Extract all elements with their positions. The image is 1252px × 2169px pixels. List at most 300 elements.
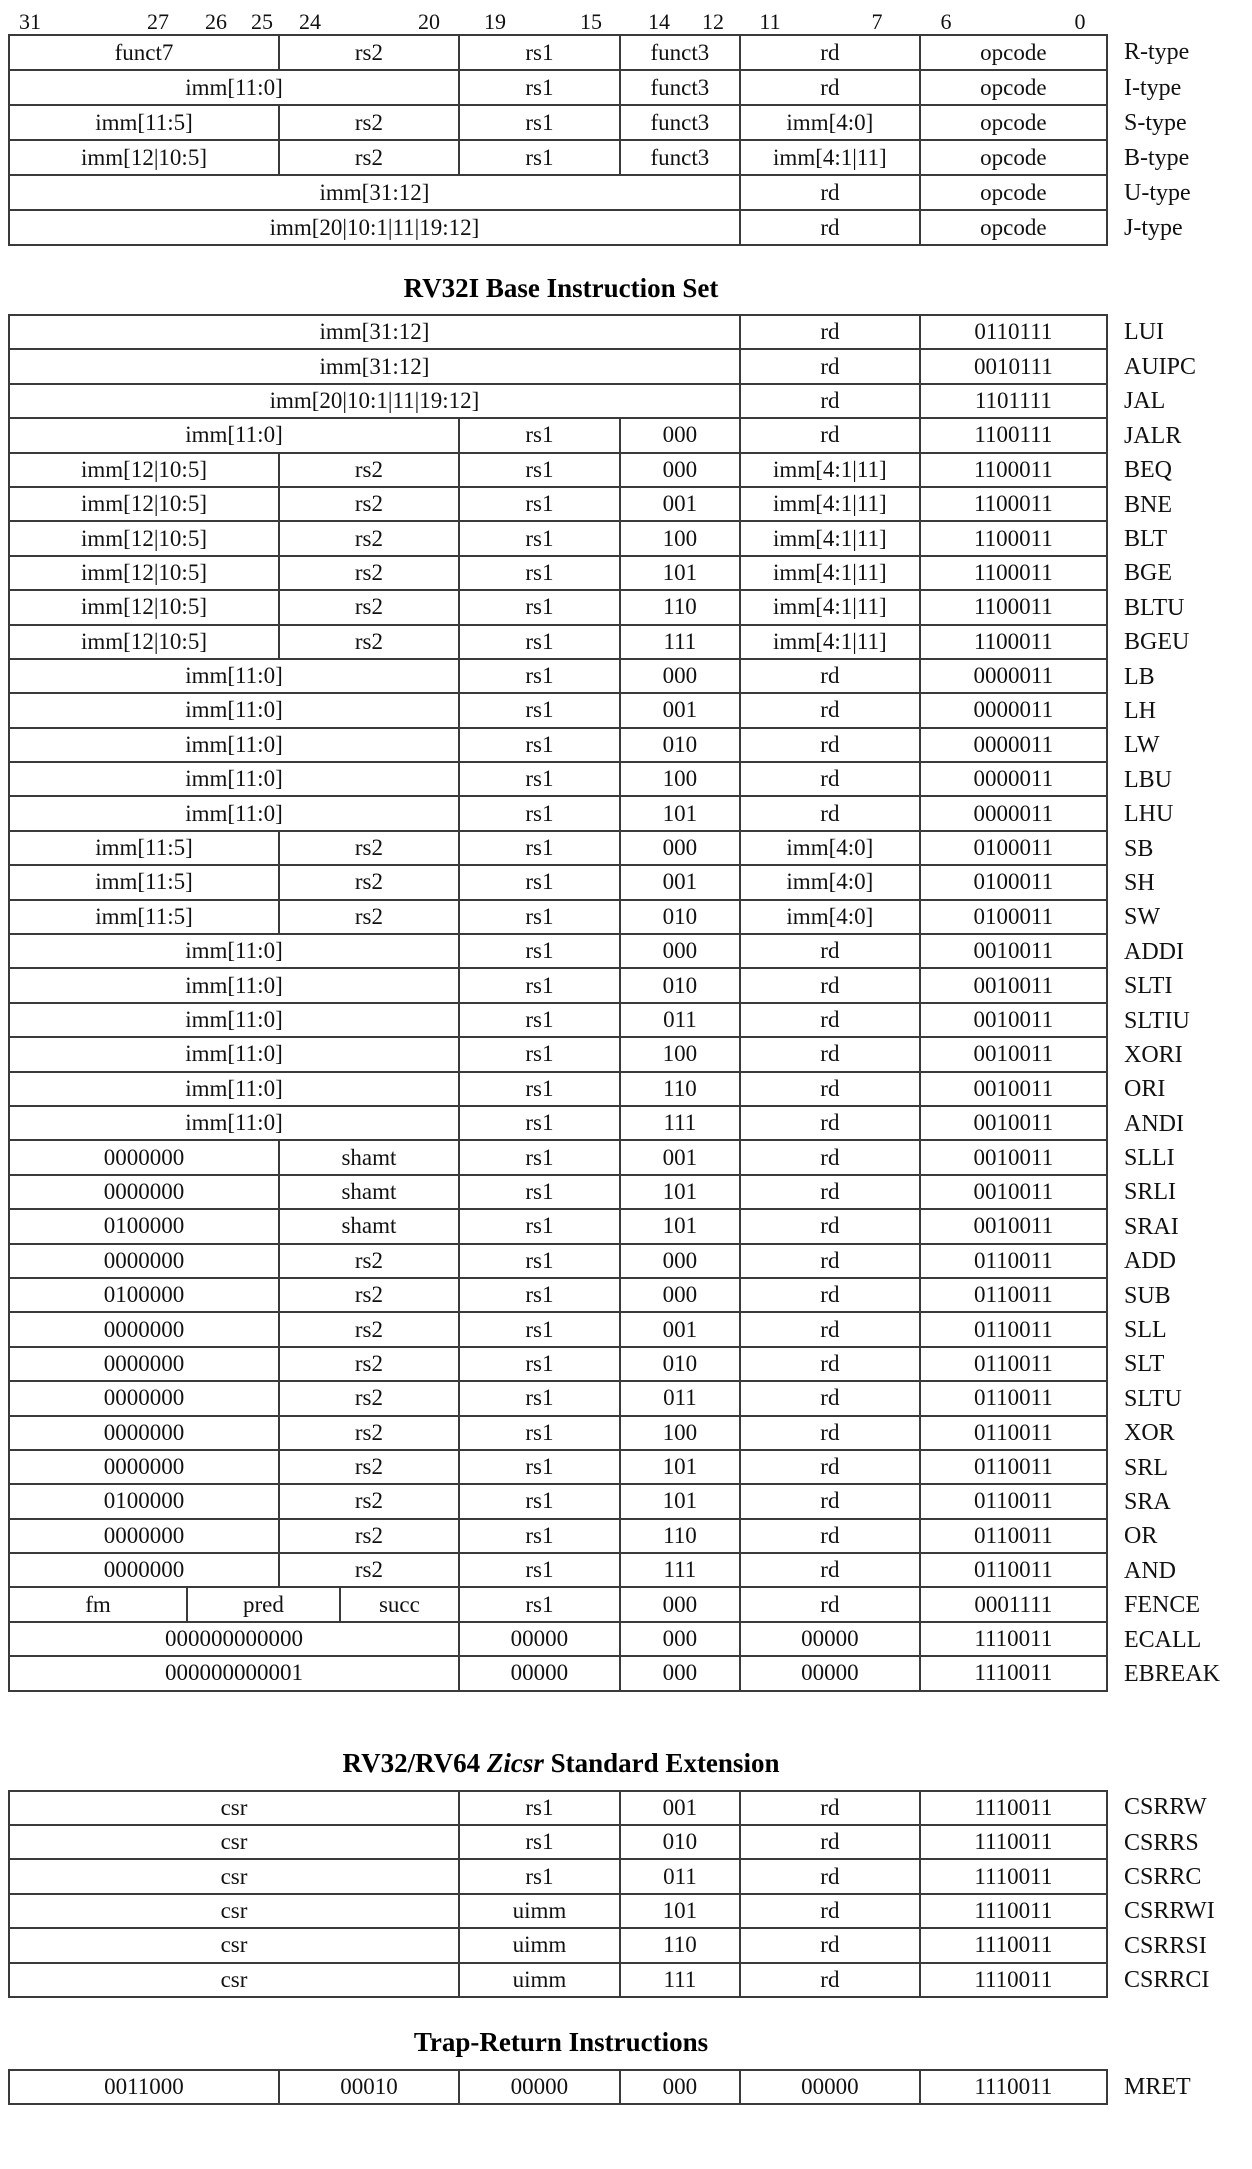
field-cell-f3: 000	[621, 1623, 741, 1655]
mnemonic-label: SLTIU	[1124, 1007, 1190, 1034]
mnemonic-label: XOR	[1124, 1420, 1175, 1447]
table-row	[8, 1964, 1252, 1998]
instruction-word	[8, 1210, 1108, 1244]
table-row	[8, 522, 1252, 556]
field-cell-op: 0010011	[921, 1038, 1108, 1070]
field-cell-f7: 0000000	[10, 1348, 280, 1380]
field-cell-rd: rd	[741, 694, 921, 726]
field-cell-f3: 110	[621, 1929, 741, 1961]
field-cell-rd: rd	[741, 1210, 921, 1242]
field-cell-rd: imm[4:1|11]	[741, 522, 921, 554]
mnemonic-label: LB	[1124, 663, 1155, 690]
field-cell-op: 0110011	[921, 1279, 1108, 1311]
bit-index-label: 15	[580, 9, 602, 34]
field-cell-rs1: rs1	[460, 419, 621, 451]
instruction-word	[8, 385, 1108, 419]
format-type-label: B-type	[1124, 145, 1190, 171]
field-cell-f3: 100	[621, 1038, 741, 1070]
instruction-word	[8, 1107, 1108, 1141]
field-cell-rd: rd	[741, 1382, 921, 1414]
table-row	[8, 1554, 1252, 1588]
field-cell-rd: rd	[741, 385, 921, 417]
field-cell-f7: imm[11:5]	[10, 901, 280, 933]
instruction-word	[8, 71, 1108, 106]
table-row	[8, 1348, 1252, 1382]
instruction-word	[8, 626, 1108, 660]
field-cell-f3: 000	[621, 454, 741, 486]
instruction-word	[8, 1348, 1108, 1382]
field-cell-rd: rd	[741, 1485, 921, 1517]
instruction-word	[8, 1895, 1108, 1929]
table-row	[8, 1929, 1252, 1963]
field-cell-f3: funct3	[621, 106, 741, 139]
field-cell-i12: imm[11:0]	[10, 660, 460, 692]
field-cell-op: 1100011	[921, 522, 1108, 554]
field-cell-f3: 110	[621, 1073, 741, 1105]
field-cell-rd: rd	[741, 1792, 921, 1824]
field-cell-rs1: uimm	[460, 1964, 621, 1996]
field-cell-op: 1100011	[921, 626, 1108, 658]
bit-index-label: 7	[871, 9, 883, 34]
field-cell-i12: csr	[10, 1860, 460, 1892]
table-row	[8, 1485, 1252, 1519]
field-cell-rd: imm[4:0]	[741, 832, 921, 864]
field-cell-f3: 010	[621, 901, 741, 933]
table-row	[8, 141, 1252, 176]
field-cell-rd: rd	[741, 797, 921, 829]
field-cell-rs1: rs1	[460, 106, 621, 139]
mnemonic-label: AND	[1124, 1557, 1176, 1584]
instruction-word	[8, 350, 1108, 384]
mnemonic-label: SW	[1124, 904, 1160, 931]
field-cell-f7: 0100000	[10, 1279, 280, 1311]
field-cell-rd: rd	[741, 1245, 921, 1277]
field-cell-i12: csr	[10, 1964, 460, 1996]
field-cell-op: opcode	[921, 106, 1108, 139]
field-cell-rs2: rs2	[280, 106, 460, 139]
field-cell-rd: rd	[741, 763, 921, 795]
mnemonic-label: CSRRW	[1124, 1794, 1207, 1821]
field-cell-f3: funct3	[621, 71, 741, 104]
field-cell-op: 1110011	[921, 1860, 1108, 1892]
field-cell-rs1: rs1	[460, 1038, 621, 1070]
field-cell-f3: funct3	[621, 36, 741, 69]
field-cell-rs2: rs2	[280, 1554, 460, 1586]
field-cell-i12: imm[11:0]	[10, 969, 460, 1001]
field-cell-op: 1100111	[921, 419, 1108, 451]
field-cell-rs1: rs1	[460, 660, 621, 692]
table-row	[8, 557, 1252, 591]
field-cell-f3: 001	[621, 694, 741, 726]
field-cell-rs1: rs1	[460, 1176, 621, 1208]
field-cell-op: 1110011	[921, 1895, 1108, 1927]
field-cell-i12: imm[11:0]	[10, 763, 460, 795]
instruction-word	[8, 832, 1108, 866]
instruction-word	[8, 1141, 1108, 1175]
field-cell-i20: imm[31:12]	[10, 176, 741, 209]
bit-ruler	[8, 4, 1106, 34]
table-row	[8, 454, 1252, 488]
field-cell-op: 0000011	[921, 694, 1108, 726]
field-cell-f3: 000	[621, 1245, 741, 1277]
table-row	[8, 1141, 1252, 1175]
field-cell-f7: 0000000	[10, 1176, 280, 1208]
instruction-word	[8, 106, 1108, 141]
field-cell-i12: imm[11:0]	[10, 1073, 460, 1105]
table-row	[8, 1790, 1252, 1826]
field-cell-rs2: shamt	[280, 1141, 460, 1173]
field-cell-rs1: rs1	[460, 626, 621, 658]
mnemonic-label: BEQ	[1124, 457, 1172, 484]
field-cell-f7: 0000000	[10, 1313, 280, 1345]
field-cell-op: 0000011	[921, 763, 1108, 795]
instruction-word	[8, 1004, 1108, 1038]
mnemonic-label: CSRRWI	[1124, 1898, 1215, 1925]
field-cell-rd: rd	[741, 1279, 921, 1311]
field-cell-rs2: rs2	[280, 488, 460, 520]
field-cell-f3: 100	[621, 1417, 741, 1449]
field-cell-f3: 000	[621, 1588, 741, 1620]
field-cell-f7: funct7	[10, 36, 280, 69]
mnemonic-label: ANDI	[1124, 1110, 1184, 1137]
mnemonic-label: EBREAK	[1124, 1660, 1220, 1687]
mnemonic-label: ORI	[1124, 1076, 1166, 1103]
instruction-word	[8, 1520, 1108, 1554]
field-cell-i12: 000000000001	[10, 1657, 460, 1689]
field-cell-rd: 00000	[741, 2071, 921, 2103]
field-cell-f3: 110	[621, 591, 741, 623]
field-cell-f7: imm[12|10:5]	[10, 141, 280, 174]
table-row	[8, 1382, 1252, 1416]
instruction-word	[8, 1929, 1108, 1963]
field-cell-rs1: rs1	[460, 1451, 621, 1483]
field-cell-rd: rd	[741, 1860, 921, 1892]
field-cell-f7: 0000000	[10, 1520, 280, 1552]
mnemonic-label: BNE	[1124, 491, 1172, 518]
table-row	[8, 1279, 1252, 1313]
table-row	[8, 901, 1252, 935]
mnemonic-label: JAL	[1124, 388, 1166, 415]
field-cell-f3: 001	[621, 866, 741, 898]
field-cell-op: 1100011	[921, 488, 1108, 520]
table-row	[8, 797, 1252, 831]
field-cell-rd: rd	[741, 211, 921, 244]
field-cell-op: 0010011	[921, 1210, 1108, 1242]
field-cell-rs1: rs1	[460, 71, 621, 104]
mnemonic-label: SLT	[1124, 1351, 1165, 1378]
mnemonic-label: SRLI	[1124, 1179, 1177, 1206]
field-cell-rd: rd	[741, 1107, 921, 1139]
field-cell-rs2: rs2	[280, 1451, 460, 1483]
table-row	[8, 1826, 1252, 1860]
field-cell-rd: rd	[741, 1073, 921, 1105]
field-cell-rs2: rs2	[280, 901, 460, 933]
field-cell-rs2: rs2	[280, 1382, 460, 1414]
field-cell-rs1: rs1	[460, 522, 621, 554]
mnemonic-label: SLTI	[1124, 973, 1173, 1000]
field-cell-pred: pred	[188, 1588, 341, 1620]
field-cell-op: opcode	[921, 71, 1108, 104]
format-type-label: I-type	[1124, 75, 1182, 101]
instruction-word	[8, 1073, 1108, 1107]
field-cell-f3: 010	[621, 1348, 741, 1380]
field-cell-i20: imm[31:12]	[10, 316, 741, 348]
instruction-word	[8, 660, 1108, 694]
field-cell-rs2: rs2	[280, 454, 460, 486]
field-cell-rd: rd	[741, 1141, 921, 1173]
table-row	[8, 1451, 1252, 1485]
field-cell-rs1: rs1	[460, 1107, 621, 1139]
field-cell-rd: imm[4:1|11]	[741, 591, 921, 623]
field-cell-rs1: rs1	[460, 1520, 621, 1552]
table-row	[8, 488, 1252, 522]
mnemonic-label: SLLI	[1124, 1145, 1175, 1172]
field-cell-rd: rd	[741, 660, 921, 692]
field-cell-f7: 0000000	[10, 1245, 280, 1277]
table-row	[8, 1588, 1252, 1622]
table-row	[8, 935, 1252, 969]
table-row	[8, 591, 1252, 625]
instruction-word	[8, 1826, 1108, 1860]
field-cell-op: 0110011	[921, 1554, 1108, 1586]
field-cell-rs1: rs1	[460, 1382, 621, 1414]
field-cell-f3: 011	[621, 1860, 741, 1892]
field-cell-f7: imm[12|10:5]	[10, 591, 280, 623]
field-cell-op: 0110011	[921, 1417, 1108, 1449]
table-row	[8, 866, 1252, 900]
field-cell-rd: rd	[741, 1451, 921, 1483]
zicsr-title-italic: Zicsr	[486, 1747, 544, 1778]
instruction-word	[8, 141, 1108, 176]
zicsr-section-title	[8, 1748, 1114, 1778]
field-cell-rd: imm[4:0]	[741, 901, 921, 933]
field-cell-rd: rd	[741, 1313, 921, 1345]
field-cell-rs1: rs1	[460, 1554, 621, 1586]
field-cell-op: 0110011	[921, 1485, 1108, 1517]
instruction-word	[8, 1623, 1108, 1657]
mnemonic-label: SLTU	[1124, 1385, 1182, 1412]
mnemonic-label: BLT	[1124, 526, 1168, 553]
field-cell-f3: 011	[621, 1004, 741, 1036]
mnemonic-label: SB	[1124, 835, 1154, 862]
table-row	[8, 1038, 1252, 1072]
field-cell-rs2: shamt	[280, 1176, 460, 1208]
instruction-word	[8, 935, 1108, 969]
table-row	[8, 626, 1252, 660]
field-cell-i12: imm[11:0]	[10, 1038, 460, 1070]
field-cell-rd: rd	[741, 1038, 921, 1070]
field-cell-rs1: rs1	[460, 1313, 621, 1345]
instruction-word	[8, 1554, 1108, 1588]
field-cell-rs1: rs1	[460, 1417, 621, 1449]
field-cell-rd: rd	[741, 316, 921, 348]
table-row	[8, 1895, 1252, 1929]
mnemonic-label: LUI	[1124, 318, 1164, 345]
instruction-word	[8, 1313, 1108, 1347]
field-cell-f7: 0000000	[10, 1451, 280, 1483]
mnemonic-label: XORI	[1124, 1041, 1183, 1068]
field-cell-op: opcode	[921, 141, 1108, 174]
field-cell-rs2: rs2	[280, 141, 460, 174]
field-cell-i12: imm[11:0]	[10, 694, 460, 726]
instruction-word	[8, 522, 1108, 556]
mnemonic-label: BGE	[1124, 560, 1172, 587]
mnemonic-label: CSRRS	[1124, 1829, 1199, 1856]
field-cell-i20: imm[20|10:1|11|19:12]	[10, 385, 741, 417]
field-cell-f7: imm[12|10:5]	[10, 488, 280, 520]
table-row	[8, 350, 1252, 384]
bit-index-label: 26	[205, 9, 227, 34]
mnemonic-label: SRL	[1124, 1454, 1169, 1481]
field-cell-rd: imm[4:1|11]	[741, 141, 921, 174]
instruction-word	[8, 1657, 1108, 1691]
table-row	[8, 1520, 1252, 1554]
mnemonic-label: LW	[1124, 732, 1160, 759]
field-cell-rs1: uimm	[460, 1929, 621, 1961]
field-cell-rs2: rs2	[280, 591, 460, 623]
field-cell-op: 0010011	[921, 1073, 1108, 1105]
field-cell-rs2: rs2	[280, 1313, 460, 1345]
field-cell-i12: csr	[10, 1792, 460, 1824]
field-cell-op: 1110011	[921, 1657, 1108, 1689]
field-cell-f3: 001	[621, 1792, 741, 1824]
mnemonic-label: LH	[1124, 697, 1156, 724]
instruction-word	[8, 969, 1108, 1003]
field-cell-i12: csr	[10, 1895, 460, 1927]
table-row	[8, 1313, 1252, 1347]
table-row	[8, 419, 1252, 453]
field-cell-op: 0110011	[921, 1520, 1108, 1552]
field-cell-i20: imm[31:12]	[10, 350, 741, 382]
instruction-word	[8, 866, 1108, 900]
field-cell-i12: imm[11:0]	[10, 419, 460, 451]
bit-index-label: 25	[251, 9, 273, 34]
format-type-label: R-type	[1124, 39, 1190, 65]
field-cell-rs1: rs1	[460, 1245, 621, 1277]
field-cell-rd: rd	[741, 1929, 921, 1961]
field-cell-f7: imm[11:5]	[10, 106, 280, 139]
table-row	[8, 1623, 1252, 1657]
instruction-word	[8, 901, 1108, 935]
field-cell-op: 0110011	[921, 1245, 1108, 1277]
field-cell-rs2: rs2	[280, 522, 460, 554]
field-cell-rd: rd	[741, 1895, 921, 1927]
field-cell-rs2: rs2	[280, 1520, 460, 1552]
bit-index-label: 27	[147, 9, 169, 34]
table-row	[8, 176, 1252, 211]
field-cell-rs1: uimm	[460, 1895, 621, 1927]
table-row	[8, 106, 1252, 141]
table-row	[8, 314, 1252, 350]
field-cell-rd: rd	[741, 1826, 921, 1858]
instruction-word	[8, 454, 1108, 488]
field-cell-rd: 00000	[741, 1623, 921, 1655]
field-cell-succ: succ	[341, 1588, 460, 1620]
field-cell-rs1: 00000	[460, 1657, 621, 1689]
field-cell-rd: imm[4:0]	[741, 106, 921, 139]
field-cell-f7: imm[12|10:5]	[10, 454, 280, 486]
field-cell-f7: imm[11:5]	[10, 832, 280, 864]
field-cell-rd: rd	[741, 419, 921, 451]
field-cell-rs1: rs1	[460, 454, 621, 486]
instruction-word	[8, 488, 1108, 522]
field-cell-f3: 000	[621, 1279, 741, 1311]
field-cell-f3: 000	[621, 660, 741, 692]
field-cell-op: 0110011	[921, 1313, 1108, 1345]
field-cell-fm: fm	[10, 1588, 188, 1620]
table-row	[8, 211, 1252, 246]
field-cell-i12: imm[11:0]	[10, 1107, 460, 1139]
field-cell-rs1: rs1	[460, 1004, 621, 1036]
field-cell-op: 1100011	[921, 454, 1108, 486]
field-cell-op: opcode	[921, 211, 1108, 244]
field-cell-f7: imm[12|10:5]	[10, 626, 280, 658]
field-cell-f3: 101	[621, 1895, 741, 1927]
mnemonic-label: JALR	[1124, 422, 1182, 449]
mnemonic-label: LBU	[1124, 766, 1172, 793]
field-cell-rs2: rs2	[280, 557, 460, 589]
instruction-word	[8, 1964, 1108, 1998]
field-cell-op: 1110011	[921, 2071, 1108, 2103]
field-cell-rs1: rs1	[460, 866, 621, 898]
instruction-word	[8, 419, 1108, 453]
field-cell-rs1: rs1	[460, 763, 621, 795]
field-cell-rd: 00000	[741, 1657, 921, 1689]
table-row	[8, 1004, 1252, 1038]
field-cell-op: 0000011	[921, 797, 1108, 829]
field-cell-f7: imm[12|10:5]	[10, 557, 280, 589]
field-cell-rd: rd	[741, 1417, 921, 1449]
field-cell-f3: 010	[621, 1826, 741, 1858]
mnemonic-label: LHU	[1124, 801, 1174, 828]
field-cell-i12: imm[11:0]	[10, 729, 460, 761]
table-row	[8, 71, 1252, 106]
instruction-word	[8, 1279, 1108, 1313]
table-row	[8, 34, 1252, 71]
table-row	[8, 1417, 1252, 1451]
field-cell-rs1: rs1	[460, 1348, 621, 1380]
table-row	[8, 1176, 1252, 1210]
field-cell-rd: rd	[741, 1964, 921, 1996]
field-cell-f3: 001	[621, 1313, 741, 1345]
table-row	[8, 969, 1252, 1003]
field-cell-rs1: rs1	[460, 591, 621, 623]
mnemonic-label: AUIPC	[1124, 354, 1197, 381]
instruction-word	[8, 176, 1108, 211]
field-cell-rs2: rs2	[280, 1245, 460, 1277]
table-row	[8, 1657, 1252, 1691]
field-cell-rd: rd	[741, 1004, 921, 1036]
field-cell-op: 1101111	[921, 385, 1108, 417]
bit-index-label: 14	[648, 9, 670, 34]
field-cell-rs1: rs1	[460, 141, 621, 174]
instruction-word	[8, 34, 1108, 71]
instruction-word	[8, 797, 1108, 831]
field-cell-rd: imm[4:1|11]	[741, 626, 921, 658]
field-cell-rd: imm[4:1|11]	[741, 488, 921, 520]
field-cell-f7: 0000000	[10, 1141, 280, 1173]
trap-return-table	[8, 2069, 1252, 2105]
field-cell-f3: 100	[621, 522, 741, 554]
field-cell-rs2: rs2	[280, 866, 460, 898]
bit-index-label: 12	[702, 9, 724, 34]
table-row	[8, 1245, 1252, 1279]
field-cell-rs2: rs2	[280, 626, 460, 658]
field-cell-rs2: rs2	[280, 36, 460, 69]
field-cell-f3: 101	[621, 797, 741, 829]
field-cell-op: 1110011	[921, 1623, 1108, 1655]
field-cell-rd: rd	[741, 969, 921, 1001]
